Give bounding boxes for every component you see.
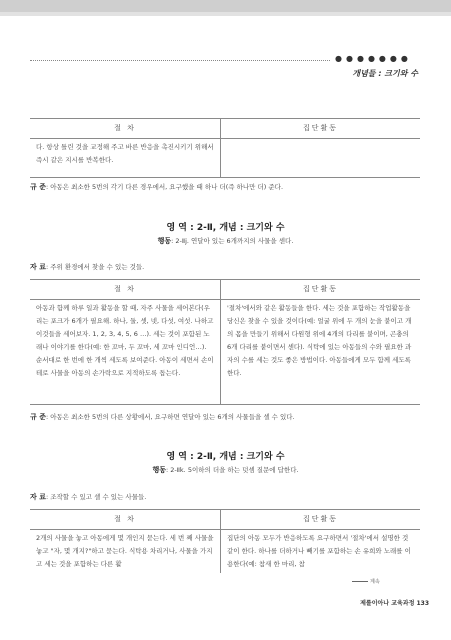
rule-1-label: 규 준	[30, 183, 46, 191]
continued-rule	[352, 581, 368, 582]
rule-2	[30, 412, 430, 422]
table3-procedure-text: 2개의 사물을 놓고 아동에게 몇 개인지 묻는다. 세 번 째 사물을 놓고 "자, 몇 개지?"하고 묻는다. 식탁용 차리거나, 사물을 가지고 세는 것을 포함하는 다른 활	[30, 530, 221, 574]
scan-edge	[0, 0, 451, 12]
table2-procedure-text: 아동과 함께 하루 일과 활동을 할 때, 자주 사물을 세어본다(우리는 포크가 6개가 필요해. 하나, 둘, 셋, 넷, 다섯, 여섯. 나하고 이것들을 세어보자. 1, 2, 3, 4, 5, 6 …). 세는 것이 포함된 노래나 이야기를 한다(예: 한 꼬마, 두 꼬마, 세 꼬마 인디언…). 순서대로 한 번에 한 개씩 세도록 보여준다. 아동이 세면서 손이테로 사물을 아동의 손가락으로 지적하도록 돕는다.	[30, 300, 221, 405]
header-dots-ornament: ●●●●●●●	[335, 54, 412, 63]
procedure-table-1	[30, 118, 420, 178]
rule-2-text: : 아동은 최소한 5번의 다른 상황에서, 요구하면 연달아 있는 6개의 사물들을 셀 수 있다.	[45, 413, 295, 421]
section2-material-text: : 주위 환경에서 찾을 수 있는 것들.	[45, 263, 145, 271]
rule-2-label: 규 준	[30, 413, 46, 421]
header-title: 개념들 : 크기와 수	[352, 69, 418, 78]
section3-material-label: 자 료	[30, 493, 46, 501]
table2-col-group: 집단활동	[221, 280, 421, 300]
section3-material-text: : 조작할 수 있고 셀 수 있는 사물들.	[45, 493, 147, 501]
procedure-table-2	[30, 279, 420, 405]
rule-1	[30, 182, 430, 192]
scan-edge-shadow	[0, 12, 451, 16]
table3-group-text: 집단의 아동 모두가 반응하도록 요구하면서 '절차'에서 설명한 것같이 한다. 하나를 더하거나 빼기를 포함하는 손 유희와 노래를 이용한다(예: 참새 한 마리, 참	[221, 530, 421, 574]
section3-material	[30, 492, 146, 502]
table1-procedure-text: 다. 항상 틀린 것을 교정해 주고 바른 반응을 촉진시키기 위해서 즉시 같은 지시를 반복한다.	[30, 139, 221, 178]
section2-material-label: 자 료	[30, 263, 46, 271]
section2-material	[30, 262, 144, 272]
section2-area: 영 역 : 2-Ⅱ, 개념 : 크기와 수	[166, 223, 285, 233]
table1-col-procedure: 절 차	[30, 119, 221, 139]
table1-group-text	[221, 139, 421, 178]
table2-col-procedure: 절 차	[30, 280, 221, 300]
section3-area: 영 역 : 2-Ⅱ, 개념 : 크기와 수	[166, 452, 285, 462]
rule-1-text: : 아동은 최소한 5번의 각기 다른 경우에서, 요구했을 때 하나 더(즉 하나만 더) 준다.	[45, 183, 284, 191]
section3-goal-text: : 2-Ⅱk. 5이하의 더을 하는 덧셈 질문에 답한다.	[165, 466, 299, 474]
page-footer: 제롤이아나 교육과정 133	[360, 600, 429, 607]
table1-col-group: 집단활동	[221, 119, 421, 139]
procedure-table-3	[30, 509, 420, 573]
section2-goal-text: : 2-Ⅱj. 연달아 있는 6개까지의 사물을 센다.	[171, 237, 294, 245]
section2-goal-label: 행동	[157, 237, 172, 245]
section3-goal	[0, 465, 451, 475]
table3-col-procedure: 절 차	[30, 510, 221, 530]
table3-col-group: 집단활동	[221, 510, 421, 530]
section2-goal	[0, 236, 451, 246]
continued-note: 계속	[370, 579, 380, 585]
header-dotted-rule	[30, 60, 330, 61]
section3-goal-label: 행동	[152, 466, 166, 474]
table2-group-text: '절차'에서와 같은 활동들을 한다. 세는 것을 포함하는 작업활동을 당신은 찾을 수 있을 것이다(예: 얼굴 위에 두 개의 눈을 붙이고 개의 몸을 만들기 위해서 다원형 위에 4개의 다리를 붙이며, 곤충의 6개 다리를 붙이면서 센다). 식탁에 있는 아동들의 수와 필요한 과자의 수를 세는 것도 좋은 방법이다. 아동들에게 모두 함께 세도록 한다.	[221, 300, 421, 405]
